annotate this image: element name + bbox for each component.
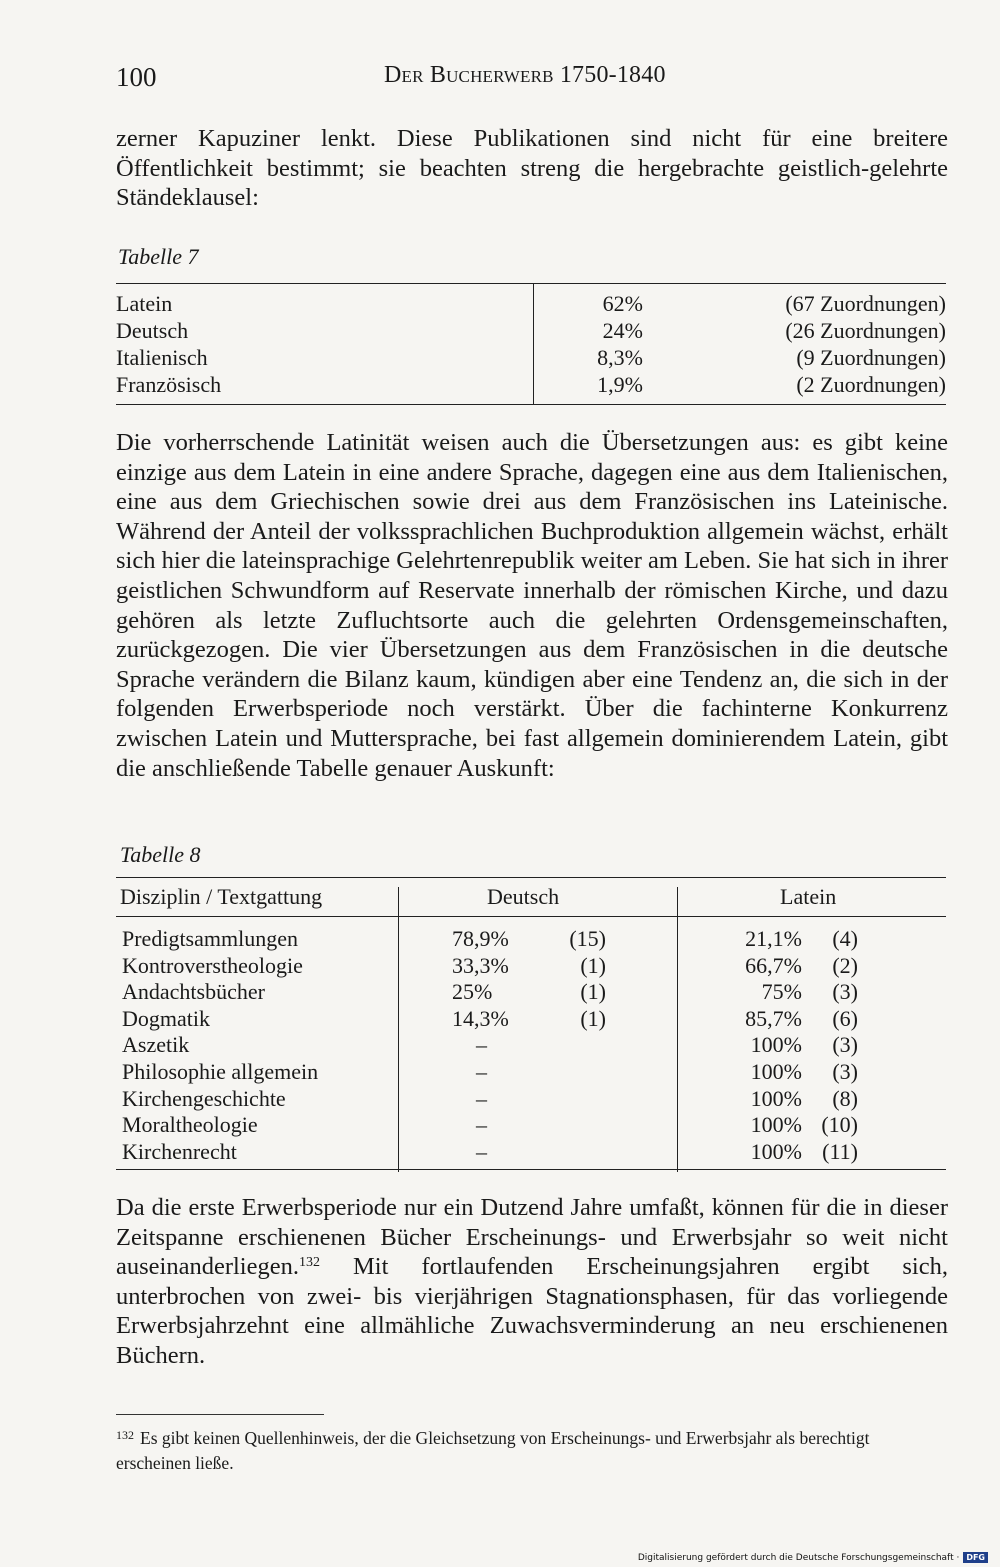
table8-caption: Tabelle 8 [120, 842, 201, 867]
running-head-title: Der Bucherwerb [384, 62, 554, 88]
footnote [116, 1423, 948, 1476]
table8-deutsch-count: (1) [580, 952, 606, 978]
table8-bottom-rule [116, 1169, 946, 1170]
table8-latein-percentage: 66,7% [745, 952, 802, 978]
paragraph-latinity: Die vorherrschende Latinität weisen auch die Übersetzungen aus: es gibt keine einzige aus dem Latein in eine andere Sprache, dagegen eine aus dem Italienischen, eine aus dem Griechischen sowie drei aus dem Französischen ins Lateinische. Während der Anteil der volkssprachlichen Buchproduktion allgemein wächst, erhält sich hier die lateinsprachige Gelehrtenrepublik weiter am Leben. Sie hat sich in ihrer geistlichen Schwundform auf Reservate innerhalb der römischen Kirche, und dazu gehören als letzte Zufluchtsorte auch die gelehrten Ordensgemeinschaften, zurückgezogen. Die vier Übersetzungen aus dem Französischen in die deutsche Sprache verändern die Bilanz kaum, kündigen aber eine Tendenz an, die sich in der folgenden Erwerbsperiode noch verstärkt. Über die fachinterne Konkurrenz zwischen Latein und Muttersprache, bei fast allgemein dominierendem Latein, gibt die anschließende Tabelle genauer Auskunft: [116, 429, 949, 782]
table8-header-discipline: Disziplin / Textgattung [120, 884, 323, 909]
table8-deutsch-dash: – [476, 1032, 487, 1058]
table8-column-rule-2 [677, 887, 678, 1172]
digitization-credit [638, 1552, 988, 1563]
table8-latein-count: (3) [832, 979, 858, 1005]
table8-top-rule [116, 877, 946, 878]
table8-header-deutsch: Deutsch [487, 884, 560, 909]
table8-deutsch-percentage: 33,3% [452, 952, 509, 978]
table8-deutsch-percentage: 14,3% [452, 1005, 509, 1031]
table7-column-rule [533, 283, 534, 404]
table8-discipline: Kirchengeschichte [122, 1085, 286, 1111]
table7-caption: Tabelle 7 [118, 244, 199, 269]
table8-latein-count: (8) [832, 1085, 858, 1111]
running-head [384, 62, 666, 89]
table8-deutsch-dash: – [476, 1085, 487, 1111]
table8-deutsch-percentage: 25% [452, 979, 493, 1005]
table8-deutsch-dash: – [476, 1112, 487, 1138]
dfg-logo: DFG [963, 1552, 988, 1563]
table8-deutsch-dash: – [476, 1138, 487, 1164]
table7-percentage: 1,9% [597, 372, 643, 397]
paragraph-acquisition-period [116, 1193, 948, 1371]
table8-discipline: Kirchenrecht [122, 1138, 237, 1164]
table7-top-rule [116, 283, 946, 284]
table7-count: (9 Zuordnungen) [796, 345, 946, 370]
table8-latein-count: (10) [821, 1112, 858, 1138]
table8-discipline: Predigtsammlungen [122, 926, 298, 951]
table8-latein-count: (11) [822, 1138, 858, 1164]
table7-language: Französisch [116, 372, 222, 397]
table8-header-latein: Latein [780, 884, 837, 909]
running-head-years: 1750-1840 [559, 62, 666, 88]
table7-count: (26 Zuordnungen) [785, 318, 946, 343]
table8-deutsch-count: (15) [569, 926, 606, 951]
table8-latein-count: (4) [832, 926, 858, 951]
table8-discipline: Moraltheologie [122, 1112, 258, 1138]
table8-latein-count: (6) [832, 1005, 858, 1031]
paragraph-intro: zerner Kapuziner lenkt. Diese Publikationen sind nicht für eine breitere Öffentlichkeit bestimmt; sie beachten streng die hergebrachte geistlich-gelehrte Ständeklausel: [116, 125, 948, 212]
page-number: 100 [116, 62, 157, 92]
table7-percentage: 8,3% [597, 345, 643, 370]
footnote-reference[interactable]: 132 [298, 1255, 320, 1271]
table7-language: Italienisch [116, 345, 208, 370]
table7-language: Latein [116, 291, 173, 316]
table8-discipline: Aszetik [122, 1032, 190, 1058]
table8-latein-percentage: 21,1% [745, 926, 802, 951]
table8-deutsch-dash: – [476, 1059, 487, 1084]
footnote-rule [116, 1414, 324, 1415]
table8-deutsch-count: (1) [580, 979, 606, 1005]
table8-deutsch-count: (1) [580, 1005, 606, 1031]
paragraph-acquisition-period-part1: Da die erste Erwerbsperiode nur ein Dutzend Jahre umfaßt, können für die in dieser Zeitspanne erschienenen Bücher Erscheinungs- und Erwerbsjahr so weit nicht auseinanderliegen. [116, 1194, 948, 1281]
table8-latein-percentage: 100% [750, 1085, 802, 1111]
table8-latein-count: (3) [832, 1059, 858, 1084]
table7-percentage: 24% [602, 318, 643, 343]
table8-discipline: Andachtsbücher [122, 979, 265, 1005]
table7-count: (67 Zuordnungen) [785, 291, 946, 316]
table8-discipline: Philosophie allgemein [122, 1059, 319, 1084]
table8-discipline: Kontroverstheologie [122, 952, 303, 978]
table8-latein-percentage: 100% [750, 1059, 802, 1084]
table8-column-rule-1 [398, 887, 399, 1172]
table8-latein-percentage: 100% [750, 1032, 802, 1058]
credit-text: Digitalisierung gefördert durch die Deutsche Forschungsgemeinschaft · [637, 1552, 960, 1563]
footnote-number: 132 [116, 1428, 134, 1442]
table8-header-rule [116, 916, 946, 917]
table7-language: Deutsch [116, 318, 189, 343]
table8-latein-percentage: 100% [750, 1112, 802, 1138]
table8-discipline: Dogmatik [122, 1005, 210, 1031]
table8-latein-count: (2) [832, 952, 858, 978]
table7-bottom-rule [116, 404, 946, 405]
paragraph-acquisition-period-part2: Mit fortlaufenden Erscheinungsjahren ergibt sich, unterbrochen von zwei- bis vierjährigen Stagnationsphasen, für das vorliegende Erwerbsjahrzehnt eine allmähliche Zuwachsverminderung an neu erschienenen Büchern. [116, 1253, 948, 1369]
table8-latein-percentage: 85,7% [745, 1005, 802, 1031]
table7-percentage: 62% [602, 291, 643, 316]
table8-latein-percentage: 75% [761, 979, 802, 1005]
table8-latein-percentage: 100% [750, 1138, 802, 1164]
table8-deutsch-percentage: 78,9% [452, 926, 509, 951]
table7-count: (2 Zuordnungen) [796, 372, 946, 397]
table8-latein-count: (3) [832, 1032, 858, 1058]
footnote-text: Es gibt keinen Quellenhinweis, der die Gleichsetzung von Erscheinungs- und Erwerbsjahr als berechtigt erscheinen ließe. [116, 1428, 870, 1473]
